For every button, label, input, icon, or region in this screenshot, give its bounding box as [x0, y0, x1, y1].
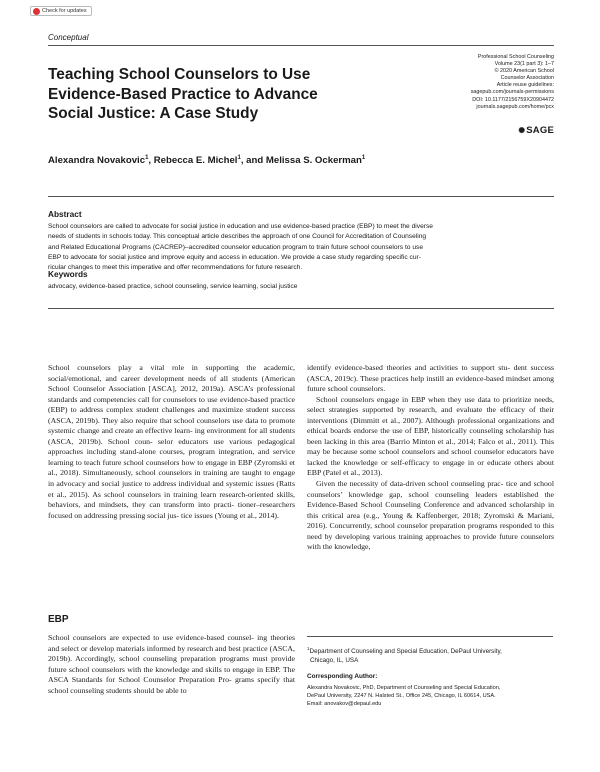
footnote-rule	[307, 636, 553, 637]
body-paragraph	[48, 363, 295, 521]
ebp-paragraph	[48, 633, 295, 696]
text-line: School counselors play a vital role in supporting the academic,	[48, 363, 295, 372]
journal-name: Professional School Counseling	[477, 54, 554, 60]
update-icon	[33, 8, 40, 15]
text-line: evidence-based mindset among future school counselors.	[307, 373, 554, 394]
text-line: evaluate the efficacy of their interventions (Dimmitt et al.,	[307, 405, 554, 425]
text-line: 2007). Although professional organizations and ethical boards	[307, 415, 554, 436]
body-paragraph	[48, 633, 295, 696]
text-line: Conference and advanced scholarship in this critical area	[307, 500, 555, 520]
affiliation-mark: 1	[307, 646, 310, 651]
affiliation-text: Department of Counseling and Special Education, DePaul University,	[309, 648, 502, 656]
text-line: tice and school counselors’ knowledge gap, school counseling	[307, 479, 554, 499]
title-line: Social Justice: A Case Study	[48, 105, 259, 122]
journal-home-link[interactable]: journals.sagepub.com/home/pcx	[476, 103, 554, 110]
keywords-heading: Keywords	[48, 269, 88, 279]
text-line: data to promote systemic change and create an effective learn-	[48, 415, 295, 436]
text-line: address individual and systemic issues (Ratts et al., 2015). As	[48, 479, 296, 499]
text-line: stand-alone courses, program integration, and service learning	[48, 447, 296, 467]
corresponding-line: Alexandra Novakovic, PhD, Department of Counseling and Special Education,	[307, 685, 501, 691]
text-line: to engage in or educate others about EBP (Patel et al., 2013).	[307, 457, 554, 478]
section-label: Conceptual	[48, 33, 89, 42]
text-line: (Zyromski et al., 2018). Simultaneously, school counselors in	[48, 457, 295, 478]
text-line: for counselors to use evidence-based practice (EBP) to address	[48, 394, 295, 415]
author-name: Rebecca E. Michel	[153, 155, 238, 167]
doi[interactable]: DOI: 10.1177/2156759X20904472	[472, 96, 554, 103]
text-line: endorse the use of EBP, historically counseling scholarship has	[353, 426, 555, 436]
body-paragraph	[307, 363, 554, 395]
text-line: behaviors, and mindsets, they can transform into practi-	[48, 500, 235, 510]
abstract-text	[48, 222, 556, 273]
text-line: counselor educators have lacked the knowledge or self-efficacy	[307, 447, 554, 467]
right-column	[307, 363, 554, 553]
intro-paragraph	[48, 363, 295, 521]
abstract-line: School counselors are called to advocate for social justice in education and use evidence-based practice (EBP) to meet the diverse	[48, 223, 434, 230]
text-line: leaders established the Evidence-Based School Counseling	[307, 489, 555, 510]
affiliation-line	[307, 644, 555, 656]
text-line: been lacking in this area (Barrio Minton et al., 2014; Falco et al.,	[307, 436, 516, 446]
text-line: selor educators use various pedagogical approaches including	[48, 436, 296, 457]
text-line: School counselors are expected to use evidence-based counsel-	[48, 633, 254, 642]
author-name: Alexandra Novakovic	[48, 155, 146, 167]
text-line: dent success (ASCA, 2019c). These practices help instill an	[307, 363, 555, 383]
publisher-name: SAGE	[526, 125, 554, 136]
journal-copyright: © 2020 American School	[494, 68, 554, 75]
text-line: tioner–researchers focused on addressing pressing social jus-	[48, 500, 295, 520]
badge-label: Check for updates	[42, 8, 87, 14]
text-line: approaches to provide future counselors with the knowledge,	[307, 531, 554, 552]
keywords-text: advocacy, evidence-based practice, school counseling, service learning, social justice	[48, 283, 298, 290]
corresponding-email[interactable]: Email: anovakov@depaul.edu	[307, 701, 382, 708]
top-rule	[48, 45, 554, 46]
affiliation-line: Chicago, IL, USA	[310, 657, 359, 665]
affiliation-footnote	[307, 644, 555, 666]
corresponding-author-details	[307, 684, 555, 709]
abstract-line: and Related Educational Programs (CACREP)–accredited counselor education program to train future school counselors to use	[48, 243, 424, 251]
abstract-heading: Abstract	[48, 209, 82, 219]
permissions-link[interactable]: sagepub.com/journals-permissions	[470, 89, 554, 96]
article-title	[48, 65, 388, 124]
journal-volume: Volume 23(1 part 3): 1–7	[494, 61, 554, 68]
title-line: Evidence-Based Practice to Advance	[48, 85, 318, 103]
text-line: 2016). Concurrently, school counselor preparation programs	[307, 521, 498, 531]
text-line: to teach future school counselors how to engage in EBP	[75, 457, 253, 467]
text-line: responded to this need by developing various training	[307, 521, 555, 541]
text-line: (e.g., Young & Kaffenberger, 2018; Zyromski & Mariani,	[363, 510, 554, 520]
keywords-rule	[48, 308, 554, 309]
author-list: Alexandra Novakovic$^1$, Rebecca E. Michel$^1$, and Melissa S. Ockerman$^1$	[48, 155, 366, 167]
text-line: (ASCA, 2019b). They also require that school counselors use	[48, 415, 243, 425]
text-line: ing theories and select or develop materials informed by	[48, 633, 296, 653]
journal-info	[444, 54, 554, 111]
check-for-updates-badge[interactable]	[30, 6, 92, 16]
journal-copyright-holder: Counselor Association	[500, 75, 554, 82]
title-line: Teaching School Counselors to Use	[48, 66, 311, 83]
body-paragraph	[307, 395, 554, 479]
reuse-label: Article reuse guidelines:	[496, 82, 554, 89]
text-line: The ASCA Standards for School Counselor Preparation Pro-	[48, 664, 295, 685]
text-line: training are taught to engage in advocacy and social justice to	[48, 468, 296, 489]
sage-icon: ✺	[518, 126, 526, 135]
text-line: school counselors in training learn research-oriented skills,	[104, 489, 296, 499]
text-line: 2019a). ASCA’s professional standards and competencies call	[48, 384, 296, 404]
abstract-line: ricular changes to meet this imperative and offer recommendations for future research.	[48, 264, 303, 272]
text-line: counselors with the knowledge and skills to engage in EBP.	[91, 664, 281, 674]
text-line: identify evidence-based theories and activities to support stu-	[307, 363, 510, 372]
author-affiliation-mark: 1	[361, 155, 366, 161]
body-paragraph	[307, 479, 554, 553]
text-line: 2011). This may be because some school counselors and school	[307, 436, 555, 457]
text-line: counseling preparation programs must provide future school	[48, 654, 295, 674]
corresponding-line: DePaul University, 2247 N. Halsted St., Office 245, Chicago, IL 60614, USA.	[307, 693, 496, 700]
author-name: Melissa S. Ockerman	[265, 155, 362, 167]
abstract-rule	[48, 196, 554, 197]
text-line: School counselors engage in EBP when they use data to	[316, 394, 500, 404]
ebp-heading: EBP	[48, 614, 69, 625]
text-line: (American School Counselor Association [ASCA], 2012,	[48, 373, 295, 394]
corresponding-author-heading: Corresponding Author:	[307, 673, 378, 680]
text-line: research and best practice (ASCA, 2019b). Accordingly, school	[48, 643, 295, 664]
text-line: complex student challenges and maximize student success	[106, 405, 296, 415]
publisher-logo	[518, 125, 554, 136]
text-line: social/emotional, and career development needs of all students	[48, 373, 258, 383]
abstract-line: EBP to advocate for social justice and improve equity and access in education. We provide a case study regarding specific cur-	[48, 253, 421, 261]
abstract-line: needs of students in schools today. This conceptual article describes the approach of one Council for Accreditation of Counseling	[48, 233, 427, 241]
text-line: Given the necessity of data-driven school counseling prac-	[316, 479, 504, 489]
author-affiliation-mark: 1	[145, 155, 149, 161]
text-line: ing environment for all students (ASCA, 2019b). School coun-	[48, 426, 295, 446]
text-line: grams specify that school counseling students should be able to	[48, 675, 295, 695]
text-line: prioritize needs, select strategies supported by research, and	[307, 394, 554, 415]
author-affiliation-mark: 1	[237, 155, 241, 161]
text-line: tice issues (Young et al., 2014).	[180, 510, 279, 520]
